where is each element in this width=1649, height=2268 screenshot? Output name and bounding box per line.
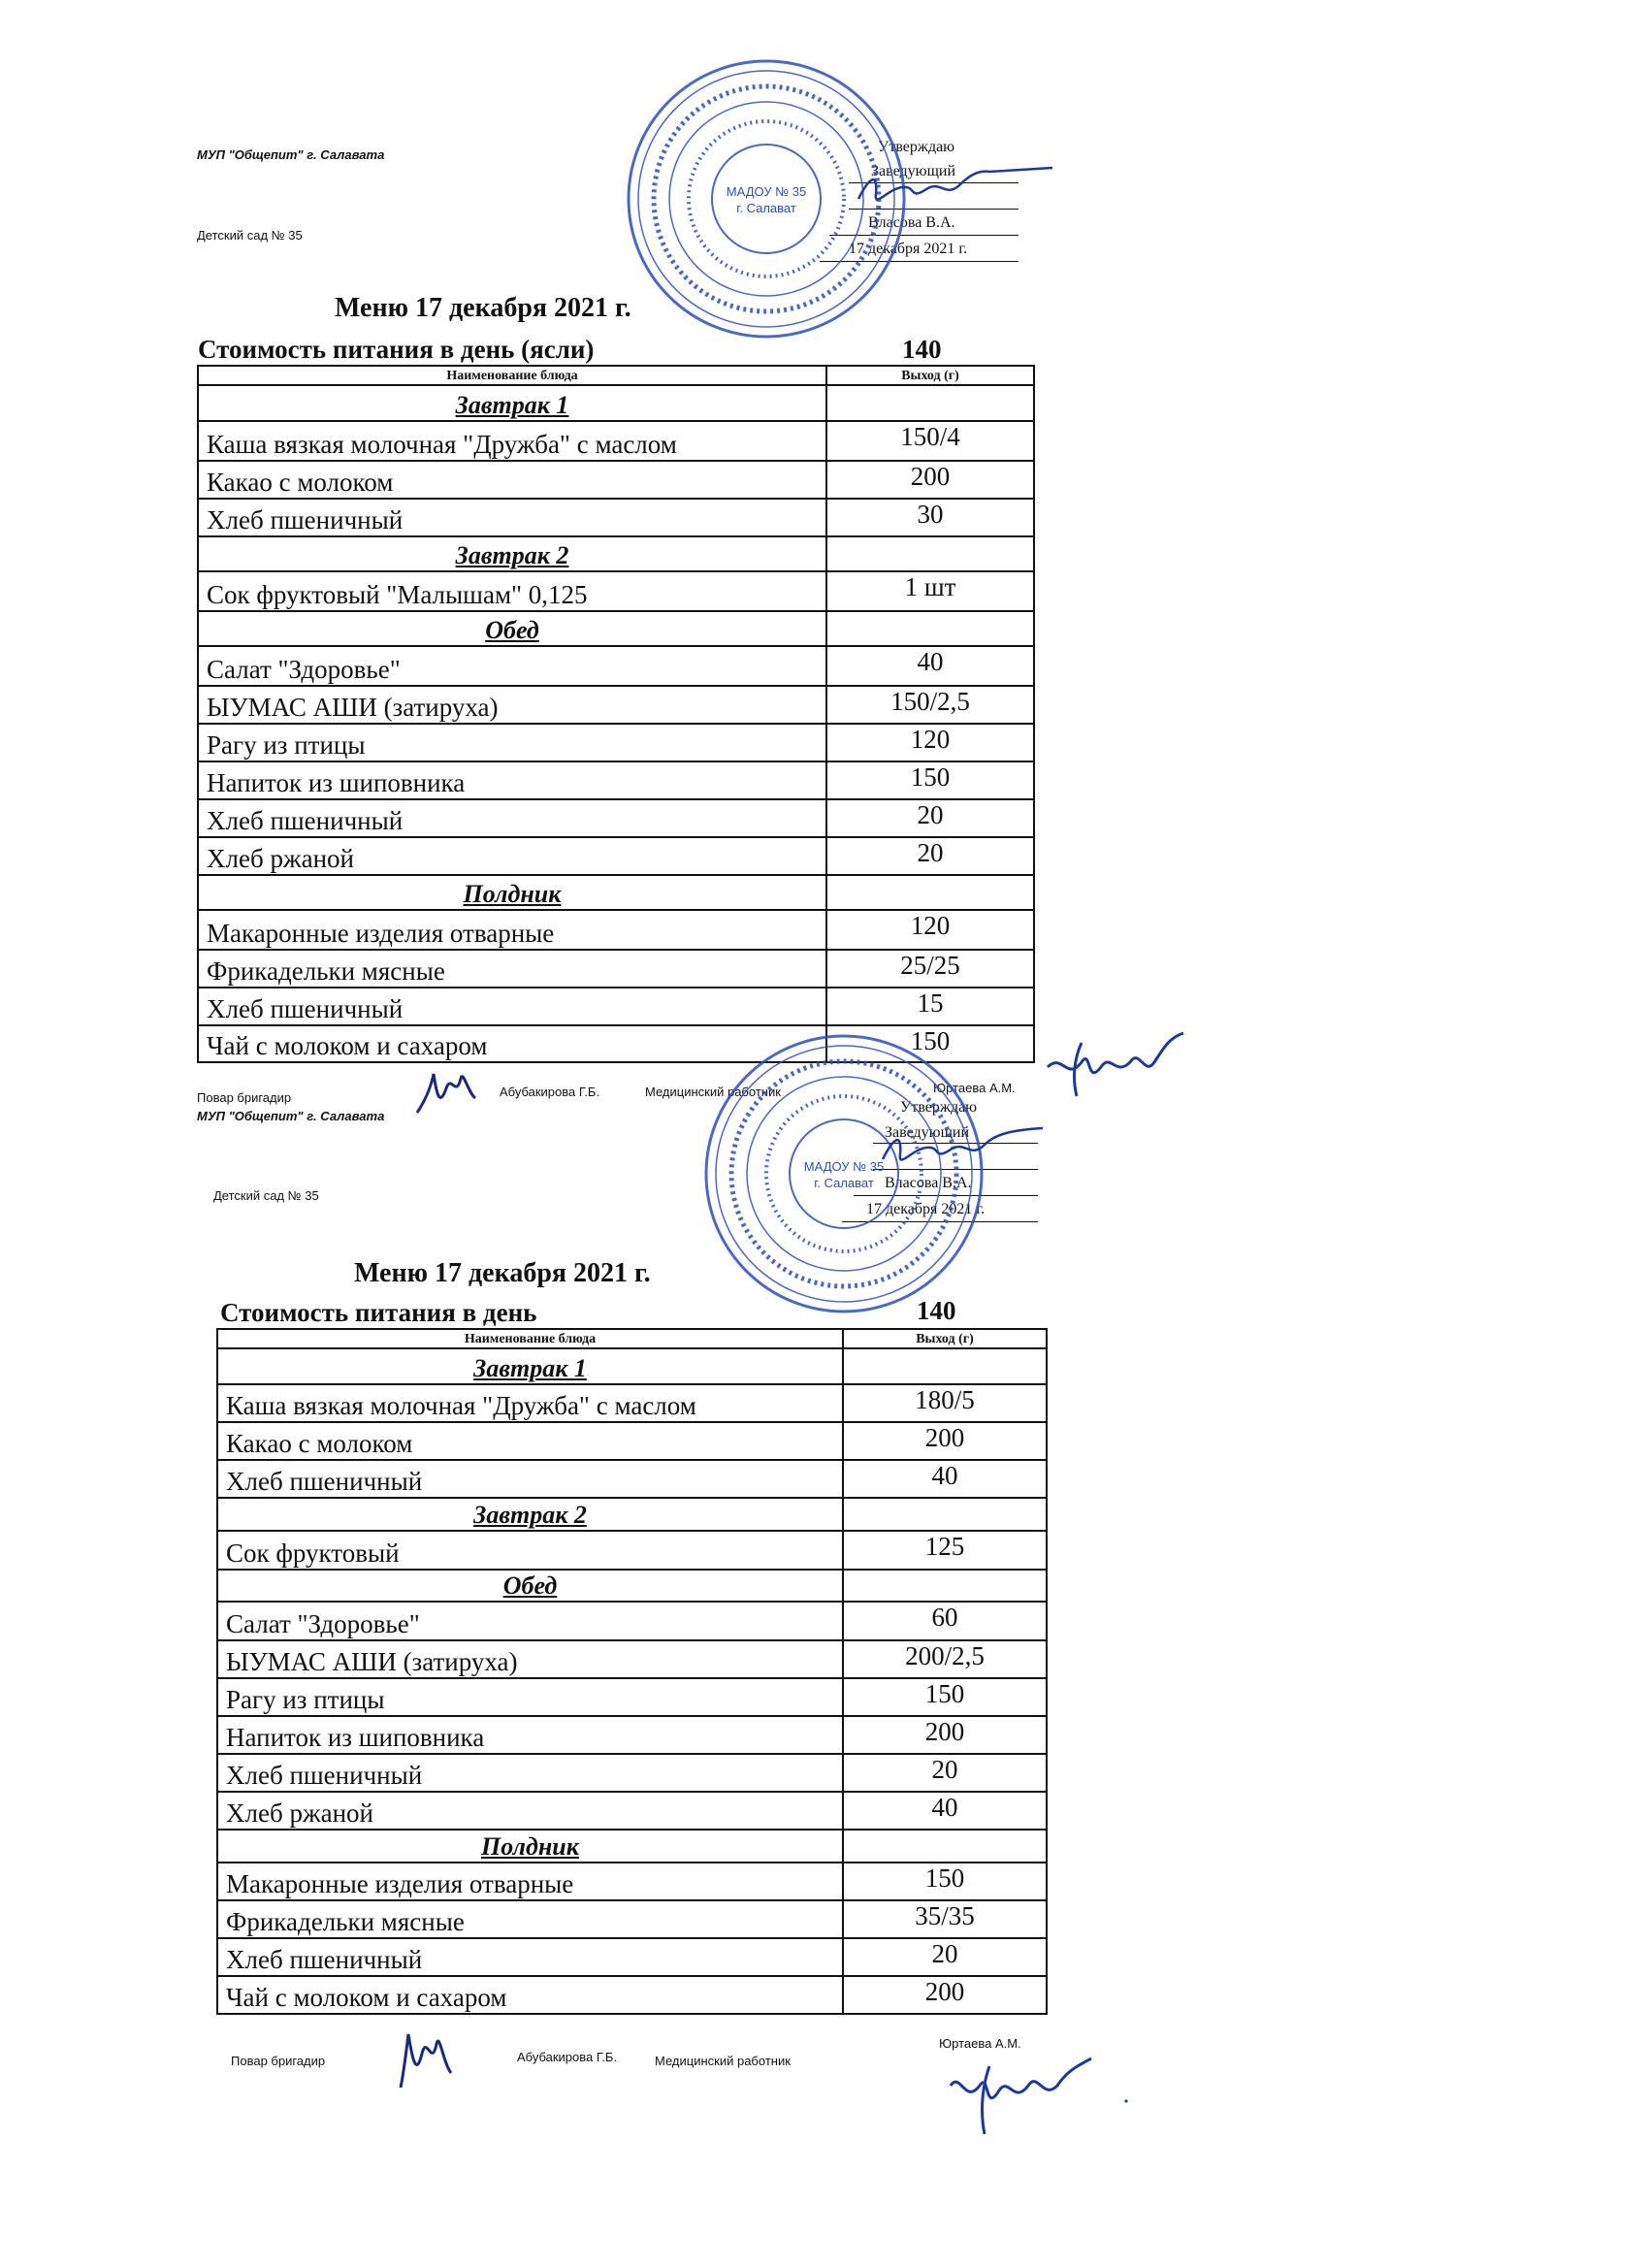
menu-table — [197, 365, 1035, 1063]
dish-name: Каша вязкая молочная "Дружба" с маслом — [217, 1384, 843, 1422]
stamp-inner-text-2: г. Салават — [814, 1176, 874, 1190]
table-row — [217, 1384, 1047, 1422]
approve-label: Утверждаю — [878, 139, 955, 155]
stamp-inner-text-1: МАДОУ № 35 — [803, 1159, 885, 1174]
director-signature — [849, 160, 1057, 218]
dish-name: Рагу из птицы — [198, 724, 826, 761]
table-row — [198, 761, 1034, 799]
meal-category-row — [198, 385, 1034, 421]
table-row — [198, 724, 1034, 761]
kindergarten-name: Детский сад № 35 — [197, 228, 303, 243]
org-name-footer: МУП "Общепит" г. Салавата — [197, 1109, 385, 1123]
table-row — [217, 1792, 1047, 1830]
meal-category-name: Обед — [198, 611, 826, 646]
cost-value: 140 — [917, 1296, 956, 1325]
dish-output: 35/35 — [843, 1900, 1047, 1938]
table-row — [217, 1976, 1047, 2014]
meal-category-name: Полдник — [217, 1830, 843, 1863]
meal-category-name: Завтрак 2 — [217, 1498, 843, 1531]
dish-output: 25/25 — [826, 950, 1034, 988]
dish-name: Напиток из шиповника — [198, 761, 826, 799]
table-row — [198, 988, 1034, 1025]
dish-output: 150 — [843, 1863, 1047, 1900]
dish-output: 15 — [826, 988, 1034, 1025]
cook-label: Повар бригадир — [231, 2054, 326, 2068]
approve-label: Утверждаю — [900, 1099, 978, 1116]
dish-name: Салат "Здоровье" — [198, 646, 826, 686]
dish-output — [843, 1570, 1047, 1602]
meal-category-row — [198, 875, 1034, 910]
table-row — [198, 910, 1034, 950]
dish-output — [826, 875, 1034, 910]
cost-value: 140 — [902, 335, 942, 364]
dish-output: 200/2,5 — [843, 1640, 1047, 1678]
cook-name: Абубакирова Г.Б. — [500, 1085, 600, 1099]
meal-category-name: Полдник — [198, 875, 826, 910]
medic-name: Юртаева А.М. — [933, 1081, 1016, 1095]
approval-date: 17 декабря 2021 г. — [866, 1201, 986, 1217]
dish-name: ЫУМАС АШИ (затируха) — [217, 1640, 843, 1678]
dish-output: 60 — [843, 1602, 1047, 1640]
column-header-name: Наименование блюда — [217, 1329, 843, 1348]
dish-name: Чай с молоком и сахаром — [217, 1976, 843, 2014]
cook-name: Абубакирова Г.Б. — [517, 2050, 618, 2064]
dish-output: 180/5 — [843, 1384, 1047, 1422]
table-row — [217, 1422, 1047, 1460]
dish-output: 40 — [843, 1792, 1047, 1830]
approval-date: 17 декабря 2021 г. — [849, 241, 968, 257]
table-row — [217, 1938, 1047, 1976]
table-row — [198, 499, 1034, 536]
column-header-name: Наименование блюда — [198, 366, 826, 385]
dish-output: 200 — [843, 1716, 1047, 1754]
table-row — [198, 571, 1034, 611]
table-row — [217, 1460, 1047, 1498]
cost-label: Стоимость питания в день (ясли) — [198, 335, 595, 364]
approver-name: Власова В.А. — [885, 1175, 972, 1191]
dish-output — [843, 1498, 1047, 1531]
dish-name: Хлеб пшеничный — [217, 1460, 843, 1498]
table-row — [198, 461, 1034, 499]
org-name: МУП "Общепит" г. Салавата — [197, 147, 385, 162]
table-row — [198, 799, 1034, 837]
dish-name: Каша вязкая молочная "Дружба" с маслом — [198, 421, 826, 461]
dish-output: 30 — [826, 499, 1034, 536]
stamp-inner-text-1: МАДОУ № 35 — [726, 184, 807, 199]
menu-title: Меню 17 декабря 2021 г. — [335, 293, 631, 323]
cost-label: Стоимость питания в день — [220, 1298, 537, 1327]
dish-name: Рагу из птицы — [217, 1678, 843, 1716]
table-row — [217, 1531, 1047, 1570]
dish-output: 150 — [843, 1678, 1047, 1716]
dish-name: Хлеб пшеничный — [217, 1938, 843, 1976]
dish-name: Сок фруктовый "Малышам" 0,125 — [198, 571, 826, 611]
table-row — [217, 1754, 1047, 1792]
medic-label: Медицинский работник — [655, 2054, 791, 2068]
dish-output — [826, 611, 1034, 646]
dish-name: ЫУМАС АШИ (затируха) — [198, 686, 826, 724]
dish-output — [826, 385, 1034, 421]
dish-name: Салат "Здоровье" — [217, 1602, 843, 1640]
table-row — [217, 1863, 1047, 1900]
dish-output: 120 — [826, 724, 1034, 761]
cook-signature — [412, 1059, 500, 1127]
dish-output: 120 — [826, 910, 1034, 950]
dish-output — [843, 1830, 1047, 1863]
director-signature — [873, 1120, 1048, 1179]
dish-output: 200 — [843, 1976, 1047, 2014]
dish-output: 20 — [826, 799, 1034, 837]
dish-name: Какао с молоком — [198, 461, 826, 499]
table-row — [198, 686, 1034, 724]
table-row — [217, 1640, 1047, 1678]
table-header-row — [198, 366, 1034, 385]
dish-name: Сок фруктовый — [217, 1531, 843, 1570]
dish-output: 150 — [826, 1025, 1034, 1062]
table-row — [198, 950, 1034, 988]
table-header-row — [217, 1329, 1047, 1348]
medic-signature — [1038, 1028, 1193, 1106]
approver-position: Заведующий — [885, 1124, 970, 1141]
column-header-output: Выход (г) — [843, 1329, 1047, 1348]
kindergarten-name: Детский сад № 35 — [213, 1188, 319, 1203]
dish-output: 20 — [826, 837, 1034, 875]
meal-category-row — [217, 1498, 1047, 1531]
dish-output — [843, 1348, 1047, 1384]
approver-position: Заведующий — [871, 163, 956, 179]
table-row — [217, 1678, 1047, 1716]
approver-name: Власова В.А. — [868, 214, 955, 231]
dish-name: Хлеб пшеничный — [198, 988, 826, 1025]
menu-title: Меню 17 декабря 2021 г. — [354, 1258, 651, 1288]
dish-name: Хлеб ржаной — [217, 1792, 843, 1830]
cook-label: Повар бригадир — [197, 1090, 292, 1105]
table-row — [217, 1602, 1047, 1640]
dish-output: 200 — [826, 461, 1034, 499]
dish-name: Хлеб пшеничный — [217, 1754, 843, 1792]
menu-table — [216, 1328, 1048, 2015]
dish-output: 40 — [826, 646, 1034, 686]
meal-category-row — [217, 1348, 1047, 1384]
dish-output: 125 — [843, 1531, 1047, 1570]
dish-name: Фрикадельки мясные — [198, 950, 826, 988]
meal-category-row — [217, 1830, 1047, 1863]
meal-category-name: Обед — [217, 1570, 843, 1602]
table-row — [198, 421, 1034, 461]
dish-output: 1 шт — [826, 571, 1034, 611]
medic-label: Медицинский работник — [645, 1085, 781, 1099]
dish-name: Напиток из шиповника — [217, 1716, 843, 1754]
medic-name: Юртаева А.М. — [939, 2036, 1021, 2051]
meal-category-row — [198, 611, 1034, 646]
dish-output: 40 — [843, 1460, 1047, 1498]
meal-category-row — [217, 1570, 1047, 1602]
dish-name: Какао с молоком — [217, 1422, 843, 1460]
dish-name: Хлеб ржаной — [198, 837, 826, 875]
stamp-inner-text-2: г. Салават — [736, 201, 796, 215]
dish-output: 20 — [843, 1754, 1047, 1792]
meal-category-name: Завтрак 1 — [198, 385, 826, 421]
table-row — [217, 1900, 1047, 1938]
dish-name: Чай с молоком и сахаром — [198, 1025, 826, 1062]
meal-category-row — [198, 536, 1034, 571]
dish-output: 150/4 — [826, 421, 1034, 461]
table-row — [198, 837, 1034, 875]
dish-output: 150/2,5 — [826, 686, 1034, 724]
table-row — [217, 1716, 1047, 1754]
dish-name: Фрикадельки мясные — [217, 1900, 843, 1938]
dish-output: 200 — [843, 1422, 1047, 1460]
dish-name: Хлеб пшеничный — [198, 499, 826, 536]
dish-output: 150 — [826, 761, 1034, 799]
dish-name: Макаронные изделия отварные — [217, 1863, 843, 1900]
dish-name: Макаронные изделия отварные — [198, 910, 826, 950]
dish-name: Хлеб пшеничный — [198, 799, 826, 837]
table-row — [198, 646, 1034, 686]
dish-output — [826, 536, 1034, 571]
cook-signature — [393, 2020, 480, 2097]
dish-output: 20 — [843, 1938, 1047, 1976]
meal-category-name: Завтрак 2 — [198, 536, 826, 571]
medic-signature — [936, 2047, 1140, 2144]
column-header-output: Выход (г) — [826, 366, 1034, 385]
meal-category-name: Завтрак 1 — [217, 1348, 843, 1384]
